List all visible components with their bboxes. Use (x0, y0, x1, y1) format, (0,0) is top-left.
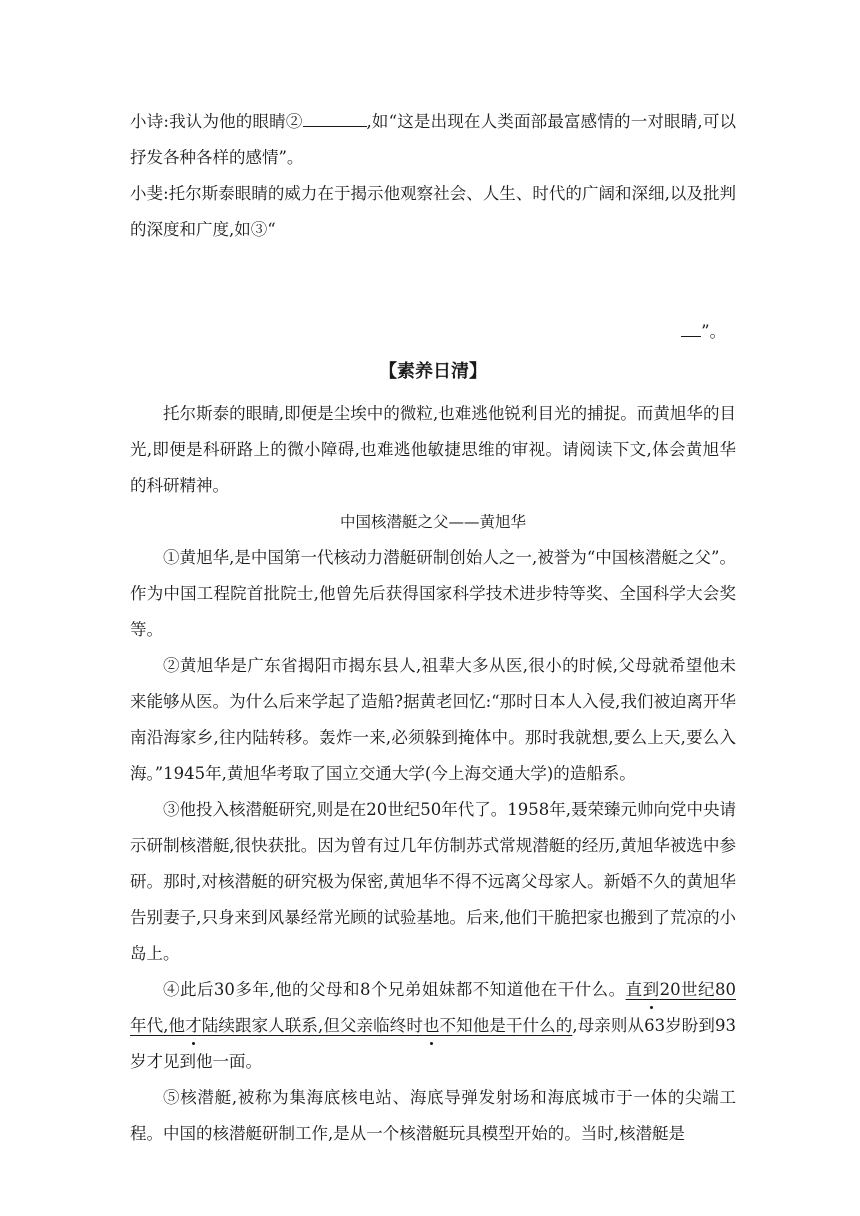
article-paragraph-3: ③他投入核潜艇研究,则是在20世纪50年代了。1958年,聂荣臻元帅向党中央请示研制核潜艇,很快获批。因为曾有过几年仿制苏式常规潜艇的经历,黄旭华被选中参研。那时,对核潜艇的研究极为保密,黄旭华不得不远离父母家人。新婚不久的黄旭华告别妻子,只身来到风暴经常光顾的试验基地。后来,他们干脆把家也搬到了荒凉的小岛上。 (130, 800, 736, 963)
article-paragraph-2: ②黄旭华是广东省揭阳市揭东县人,祖辈大多从医,很小的时候,父母就希望他未来能够从医。为什么后来学起了造船?据黄老回忆:“那时日本人入侵,我们被迫离开华南沿海家乡,往内陆转移。轰炸一来,必须躲到掩体中。那时我就想,要么上天,要么入海。”1945年,黄旭华考取了国立交通大学(今上海交通大学)的造船系。 (130, 656, 736, 783)
xiaoshi-suffix: ,如“这是出现在人类面部最富感情的一对眼睛,可以抒发各种各样的感情”。 (130, 112, 736, 167)
section-intro: 托尔斯泰的眼睛,即便是尘埃中的微粒,也难逃他锐利目光的捕捉。而黄旭华的目光,即便是科研路上的微小障碍,也难逃他敏捷思维的审视。请阅读下文,体会黄旭华的科研精神。 (130, 404, 736, 495)
section-heading: 【素养日清】 (379, 361, 487, 382)
xiaoshi-prefix: 小诗:我认为他的眼睛② (130, 112, 303, 131)
underlined-part-1: 直 (625, 980, 643, 999)
answer-blank-2[interactable] (303, 106, 367, 127)
p4-prefix: ④此后30多年,他的父母和8个兄弟姐妹都不知道他在干什么。 (163, 980, 626, 999)
p4-suffix: ,母亲则从63岁盼到93岁才见到他一面。 (130, 1016, 737, 1071)
article-paragraph-4 (130, 972, 736, 1080)
answer-line-xiaofei: 小斐:托尔斯泰眼睛的威力在于揭示他观察社会、人生、时代的广阔和深细,以及批判的深度和广度,如③“ (130, 184, 736, 239)
emphasis-dot-dao: 到 (642, 980, 660, 999)
answer-closing (130, 314, 736, 350)
document-page (130, 104, 736, 1152)
emphasis-dot-ye: 也 (422, 1016, 440, 1035)
closing-quote: ”。 (701, 322, 726, 341)
underlined-part-3: 陆续跟家人联系,但父亲临终时 (201, 1016, 423, 1035)
answer-blank-3[interactable] (681, 316, 701, 337)
underlined-part-2: 20世纪80年代,他 (130, 980, 737, 1035)
emphasis-dot-cai: 才 (185, 1016, 202, 1035)
underlined-part-4: 不知他是干什么的 (439, 1016, 573, 1035)
answer-blank-3-space[interactable] (130, 248, 736, 320)
article-title: 中国核潜艇之父——黄旭华 (339, 513, 526, 531)
article-paragraph-5: ⑤核潜艇,被称为集海底核电站、海底导弹发射场和海底城市于一体的尖端工程。中国的核潜艇研制工作,是从一个核潜艇玩具模型开始的。当时,核潜艇是 (130, 1088, 736, 1143)
article-paragraph-1: ①黄旭华,是中国第一代核动力潜艇研制创始人之一,被誉为“中国核潜艇之父”。作为中国工程院首批院士,他曾先后获得国家科学技术进步特等奖、全国科学大会奖等。 (130, 548, 736, 639)
answer-line-xiaoshi (130, 104, 736, 176)
